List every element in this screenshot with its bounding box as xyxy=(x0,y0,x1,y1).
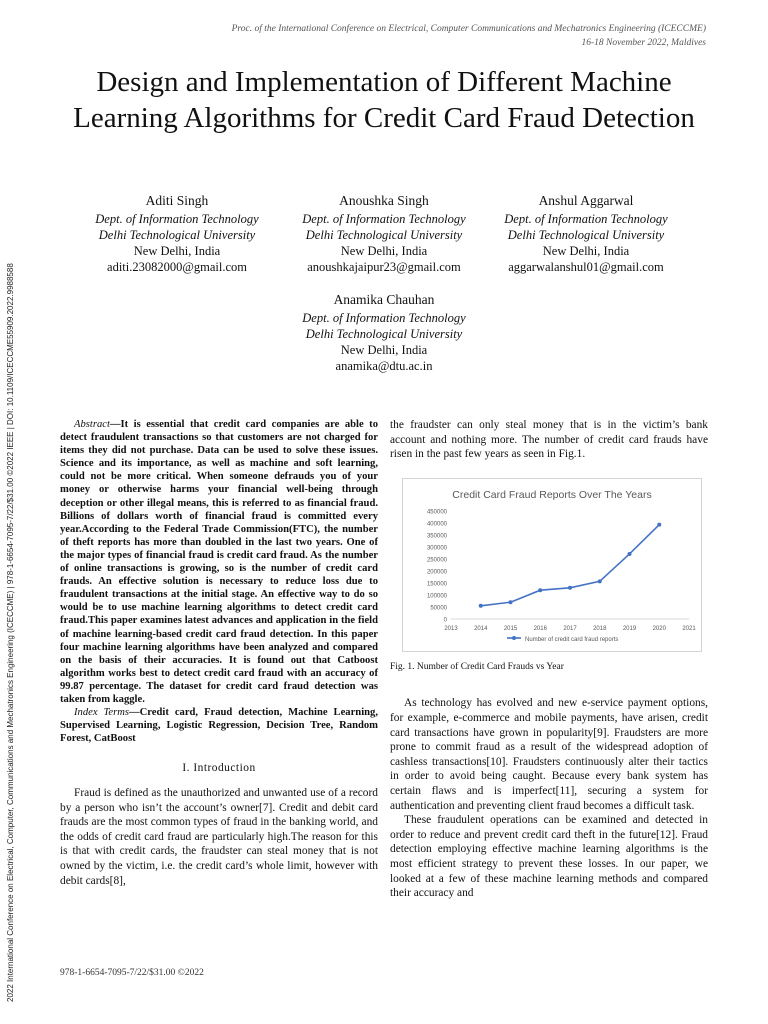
x-tick-label: 2020 xyxy=(652,625,666,632)
left-column xyxy=(60,418,378,888)
section-heading: I. Introduction xyxy=(182,762,256,775)
body-paragraph: As technology has evolved and new e-service payment options, for example, e-commerce and mobile payments, have arisen, credit card transactions have grown in popularity[9]. Fraudsters are more prone to commit fraud as a result of the widespread adoption of cashless transactions[10]. Fraudsters continuously alter their tactics in order to avoid being caught. Because every bank system has certain flaws and is imperfect[11], securing a system for authentication and preventing client fraud becomes a difficult task. xyxy=(390,697,708,812)
author-block-3 xyxy=(481,193,691,275)
author-dept: Dept. of Information Technology xyxy=(504,212,668,226)
y-tick-label: 250000 xyxy=(426,557,447,564)
y-tick-label: 450000 xyxy=(426,509,447,516)
author-block-4 xyxy=(279,292,489,374)
chart-title: Credit Card Fraud Reports Over The Years xyxy=(452,488,652,501)
paper-title: Design and Implementation of Different Machine Learning Algorithms for Credit Card Fraud Detection xyxy=(73,66,695,134)
author-name: Aditi Singh xyxy=(145,193,209,208)
author-email: anamika@dtu.ac.in xyxy=(335,359,433,373)
author-name: Anamika Chauhan xyxy=(333,292,435,307)
x-tick-label: 2017 xyxy=(563,625,577,632)
author-email: aditi.23082000@gmail.com xyxy=(107,260,247,274)
conference-header xyxy=(106,22,706,50)
abstract-label: Abstract xyxy=(74,419,110,430)
author-email: aggarwalanshul01@gmail.com xyxy=(508,260,664,274)
author-block-2 xyxy=(279,193,489,275)
abstract-text: —It is essential that credit card companies are able to detect fraudulent transactions so that customers are not charged for items they did not purchase. Data can be used to solve these issues. Science and its importance, as well as machine and soft learning, could not be more critical. When someone defrauds you of your money or otherwise harms your financial well-being through deception or other illegal means, this is referred to as financial fraud. Billions of dollars worth of financial fraud is committed every year.According to the Federal Trade Commission(FTC), the number of theft reports has more than doubled in the last two years. One of the major types of financial fraud is credit card fraud. As the number of online transactions is growing, so is the number of credit card frauds. An effective solution is necessary to reduce loss due to fraudulent transactions at the initial stage. An effective way to do so would be to use machine learning algorithms to detect credit card fraud.This paper examines latest advances and application in the field of machine learning-based credit card fraud detection. In this paper four machine learning algorithms have been analyzed and compared on the basis of their accuracies. It is found out that Catboost algorithm works best to detect credit card fraud with an accuracy of 99.87 percentage. The dataset for credit card fraud detection was taken from kaggle. xyxy=(60,419,378,705)
y-tick-label: 150000 xyxy=(426,581,447,588)
author-name: Anshul Aggarwal xyxy=(538,193,634,208)
y-tick-label: 0 xyxy=(443,617,447,624)
data-point xyxy=(628,552,632,556)
x-tick-label: 2014 xyxy=(474,625,488,632)
data-point xyxy=(568,586,572,590)
y-tick-label: 400000 xyxy=(426,521,447,528)
x-tick-label: 2016 xyxy=(533,625,547,632)
x-tick-label: 2013 xyxy=(444,625,458,632)
index-terms xyxy=(60,706,378,745)
legend-label: Number of credit card fraud reports xyxy=(525,636,619,643)
author-university: Delhi Technological University xyxy=(305,327,463,341)
author-email: anoushkajaipur23@gmail.com xyxy=(307,260,461,274)
legend-marker xyxy=(512,636,516,640)
data-point xyxy=(479,604,483,608)
data-point xyxy=(538,588,542,592)
author-name: Anoushka Singh xyxy=(339,193,429,208)
author-location: New Delhi, India xyxy=(542,244,630,258)
data-point xyxy=(598,579,602,583)
intro-paragraph: Fraud is defined as the unauthorized and unwanted use of a record by a person who isn’t the account’s owner[7]. Credit and debit card frauds are the most common types of fraud in the banking world, and the odds of credit card fraud are particularly high.The reason for this is that with credit cards, the fraudster can steal money that is not owned by the victim, i.e. the credit card’s whole limit, however with debit cards[8], xyxy=(60,786,378,887)
right-column xyxy=(390,418,708,901)
abstract xyxy=(60,418,378,706)
body-paragraph: These fraudulent operations can be examined and detected in order to reduce and prevent credit card theft in the future[12]. Fraud detection employing effective machine learning algorithms is the most efficient strategy to prevent these losses. In our paper, we looked at a few of these machine learning methods and compared their accuracy and xyxy=(390,814,708,900)
author-dept: Dept. of Information Technology xyxy=(95,212,259,226)
sidebar-doi-text: 2022 International Conference on Electrical, Computer, Communications and Mechatronics Engineering (ICECCME) | 978-1-6654-7095-7/22/$31.00 ©2022 IEEE | DOI: 10.1109/ICECCME55909.2022.9988588 xyxy=(6,263,15,1002)
figure-1-chart xyxy=(402,478,702,652)
author-location: New Delhi, India xyxy=(340,343,428,357)
author-block-1 xyxy=(72,193,282,275)
y-tick-label: 350000 xyxy=(426,533,447,540)
author-university: Delhi Technological University xyxy=(507,228,665,242)
author-university: Delhi Technological University xyxy=(98,228,256,242)
author-dept: Dept. of Information Technology xyxy=(302,212,466,226)
y-tick-label: 100000 xyxy=(426,593,447,600)
data-point xyxy=(509,600,513,604)
x-tick-label: 2021 xyxy=(682,625,696,632)
x-tick-label: 2019 xyxy=(622,625,637,632)
conference-dates: 16-18 November 2022, Maldives xyxy=(581,38,706,48)
figure-caption: Fig. 1. Number of Credit Card Frauds vs Year xyxy=(390,661,564,672)
data-point xyxy=(657,522,661,526)
intro-continuation: the fraudster can only steal money that is in the victim’s bank account and nothing more. The number of credit card frauds have risen in the past few years as seen in Fig.1. xyxy=(390,419,708,461)
author-university: Delhi Technological University xyxy=(305,228,463,242)
author-location: New Delhi, India xyxy=(340,244,428,258)
x-tick-label: 2015 xyxy=(503,625,518,632)
y-tick-label: 300000 xyxy=(426,545,447,552)
footer-isbn: 978-1-6654-7095-7/22/$31.00 ©2022 xyxy=(60,968,204,978)
author-location: New Delhi, India xyxy=(133,244,221,258)
conference-name: Proc. of the International Conference on Electrical, Computer Communications and Mechatronics Engineering (ICECCME) xyxy=(231,24,706,34)
index-terms-label: Index Terms xyxy=(74,707,130,719)
x-tick-label: 2018 xyxy=(593,625,607,632)
y-tick-label: 200000 xyxy=(426,569,447,576)
y-tick-label: 50000 xyxy=(430,605,447,612)
series-line xyxy=(481,524,660,605)
index-terms-text: —Credit card, Fraud detection, Machine Learning, Supervised Learning, Logistic Regression, Decision Tree, Random Forest, CatBoost xyxy=(60,707,378,745)
author-dept: Dept. of Information Technology xyxy=(302,311,466,325)
line-chart xyxy=(403,479,701,651)
